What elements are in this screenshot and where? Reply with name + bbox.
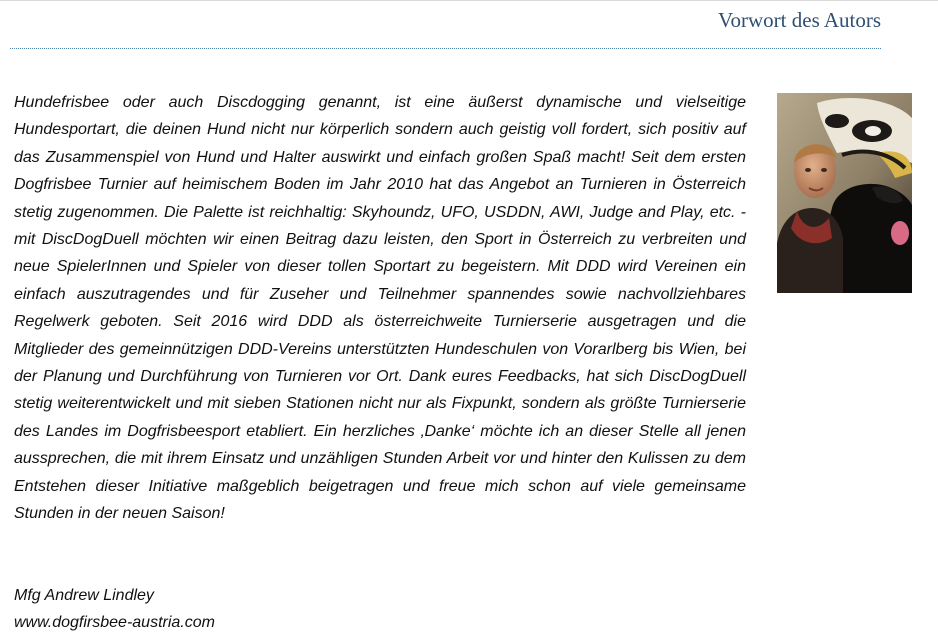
top-border-line — [0, 0, 938, 1]
signature-block — [14, 582, 215, 636]
website-link[interactable]: www.dogfirsbee-austria.com — [14, 614, 215, 631]
foreword-paragraph: Hundefrisbee oder auch Discdogging genannt, ist eine äußerst dynamische und vielseitige Hundesportart, die deinen Hund nicht nur körperlich sondern auch geistig voll fordert, sich positiv auf das Zusammenspiel von Hund und Halter auswirkt und einfach großen Spaß macht! Seit dem ersten Dogfrisbee Turnier auf heimischem Boden im Jahr 2010 hat das Angebot an Turnieren in Österreich stetig zugenommen. Die Palette ist reichhaltig: Skyhoundz, UFO, USDDN, AWI, Judge and Play, etc. - mit DiscDogDuell möchten wir einen Beitrag dazu leisten, den Sport in Österreich zu verbreiten und neue SpielerInnen und Spieler von dieser tollen Sportart zu begeistern. Mit DDD wird Vereinen ein einfach auszutragendes und für Zuseher und Teilnehmer spannendes sowie nachvollziehbares Regelwerk geboten. Seit 2016 wird DDD als österreichweite Turnierserie ausgetragen und die Mitglieder des gemeinnützigen DDD-Vereins unterstützten Hundeschulen von Vorarlberg bis Wien, bei der Planung und Durchführung von Turnieren vor Ort. Dank eures Feedbacks, hat sich DiscDogDuell stetig weiterentwickelt und mit sieben Stationen nicht nur als Fixpunkt, sondern als größte Turnierserie des Landes im Dogfrisbeesport etabliert. Ein herzliches ‚Danke‘ möchte ich an dieser Stelle all jenen aussprechen, die mit ihrem Einsatz und unzähligen Stunden Arbeit vor und hinter den Kulissen zu dem Entstehen dieser Initiative maßgeblich beigetragen und freue mich schon auf viele gemeinsame Stunden in der neuen Saison! — [14, 94, 746, 523]
page-title: Vorwort des Autors — [718, 8, 881, 32]
header-divider — [10, 48, 881, 49]
signature-greeting: Mfg Andrew Lindley — [14, 587, 154, 604]
author-photo — [777, 93, 912, 293]
